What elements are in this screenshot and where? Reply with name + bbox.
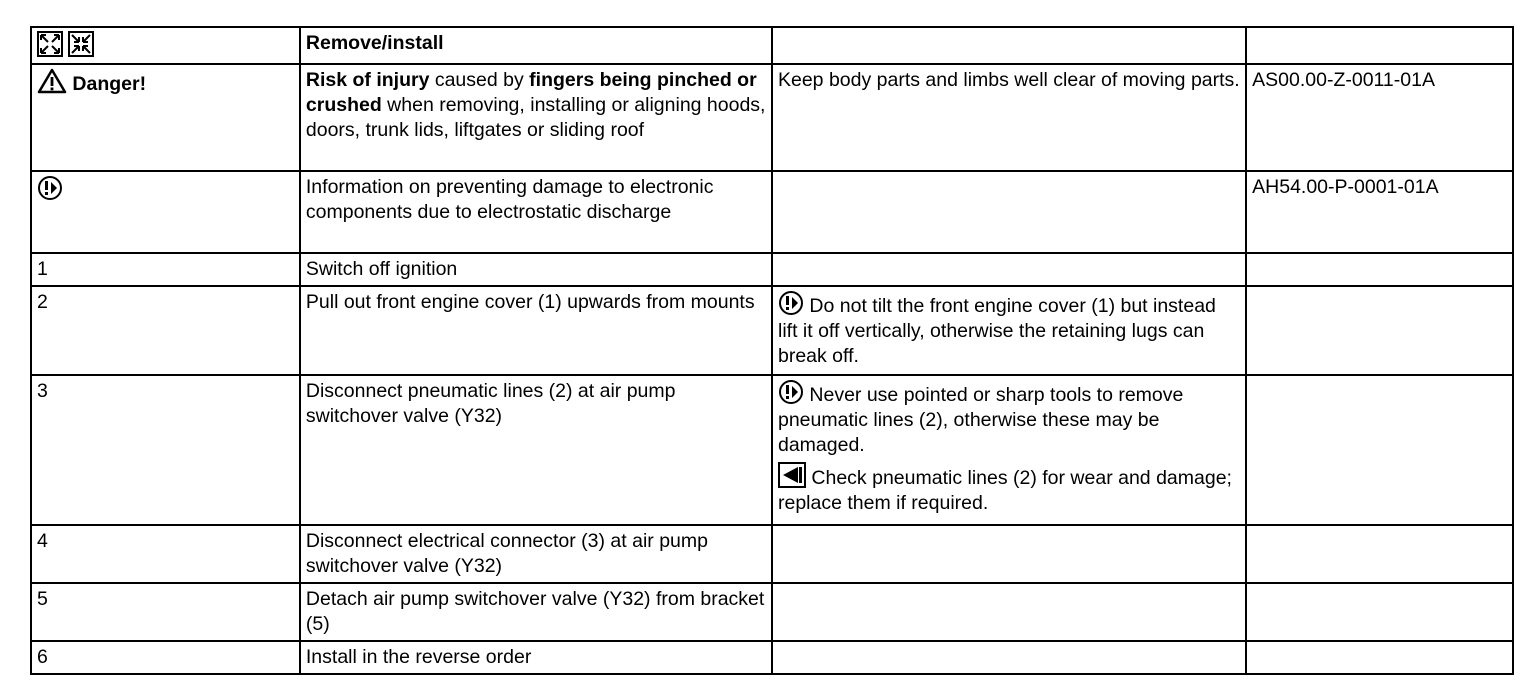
danger-label: Danger!: [72, 73, 147, 95]
circle-exclamation-icon: [778, 290, 804, 316]
step-check-note: Check pneumatic lines (2) for wear and damage; replace them if required.: [777, 467, 1232, 514]
empty-cell: [772, 641, 1246, 674]
step-row: [31, 286, 1513, 375]
procedure-table: [30, 26, 1514, 675]
step-row: [31, 375, 1513, 525]
step-number: 6: [31, 641, 300, 674]
danger-text-bold: Risk of injury: [305, 69, 430, 91]
step-action: Disconnect pneumatic lines (2) at air pump switchover valve (Y32): [300, 375, 772, 525]
remove-install-icons-cell: [31, 27, 300, 64]
step-row: [31, 525, 1513, 583]
empty-cell: [1246, 641, 1513, 674]
danger-reference: AS00.00-Z-0011-01A: [1246, 64, 1513, 171]
empty-cell: [772, 171, 1246, 253]
step-note: Do not tilt the front engine cover (1) but instead lift it off vertically, otherwise the retaining lugs can break off.: [777, 295, 1216, 367]
danger-text-bold: fingers being pinched or crushed: [305, 69, 757, 116]
empty-cell: [1246, 525, 1513, 583]
step-row: [31, 583, 1513, 641]
step-number: 5: [31, 583, 300, 641]
empty-cell: [772, 583, 1246, 641]
step-note-cell: [772, 375, 1246, 525]
page-title: Remove/install: [300, 27, 772, 64]
step-number: 2: [31, 286, 300, 375]
empty-cell: [1246, 286, 1513, 375]
esd-row: [31, 171, 1513, 253]
empty-cell: [1246, 27, 1513, 64]
esd-icon-cell: [31, 171, 300, 253]
esd-text: Information on preventing damage to electronic components due to electrostatic discharge: [300, 171, 772, 253]
collapse-arrows-icon: [68, 31, 94, 57]
inspection-flag-icon: [778, 462, 806, 488]
step-number: 3: [31, 375, 300, 525]
empty-cell: [772, 525, 1246, 583]
step-action: Pull out front engine cover (1) upwards from mounts: [300, 286, 772, 375]
step-number: 4: [31, 525, 300, 583]
circle-exclamation-icon: [778, 379, 804, 405]
step-row: [31, 641, 1513, 674]
expand-arrows-icon: [37, 31, 63, 57]
step-note-cell: [772, 286, 1246, 375]
step-number: 1: [31, 253, 300, 286]
danger-label-cell: [31, 64, 300, 171]
step-row: [31, 253, 1513, 286]
empty-cell: [772, 253, 1246, 286]
empty-cell: [1246, 583, 1513, 641]
empty-cell: [772, 27, 1246, 64]
header-row: [31, 27, 1513, 64]
danger-text: when removing, installing or aligning hoods, doors, trunk lids, liftgates or sliding roof: [305, 94, 766, 141]
step-action: Switch off ignition: [300, 253, 772, 286]
step-action: Install in the reverse order: [300, 641, 772, 674]
step-note: Never use pointed or sharp tools to remove pneumatic lines (2), otherwise these may be damaged.: [777, 384, 1184, 456]
step-action: Detach air pump switchover valve (Y32) from bracket (5): [300, 583, 772, 641]
warning-triangle-icon: [37, 68, 67, 94]
circle-exclamation-icon: [37, 175, 63, 201]
esd-reference: AH54.00-P-0001-01A: [1246, 171, 1513, 253]
empty-cell: [1246, 253, 1513, 286]
danger-remedy: Keep body parts and limbs well clear of moving parts.: [772, 64, 1246, 171]
step-action: Disconnect electrical connector (3) at air pump switchover valve (Y32): [300, 525, 772, 583]
danger-text-cell: [300, 64, 772, 171]
danger-row: [31, 64, 1513, 171]
danger-text: caused by: [429, 69, 530, 91]
empty-cell: [1246, 375, 1513, 525]
